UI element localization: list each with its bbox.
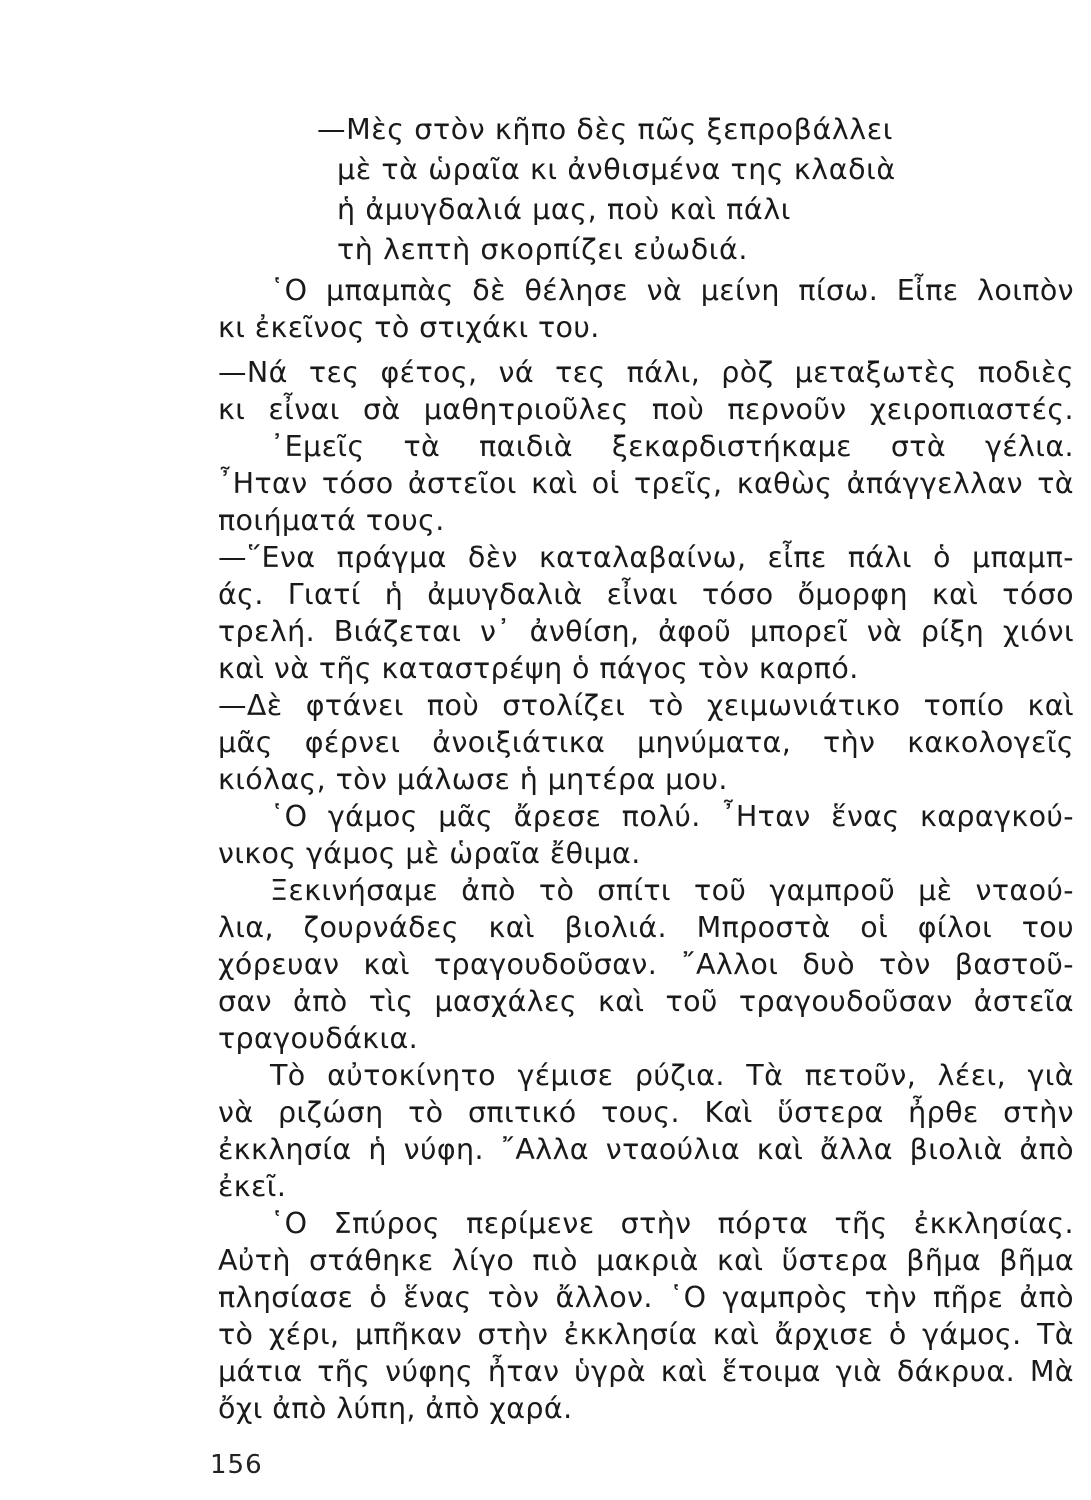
text-line: ᾿Εμεῖς τὰ παιδιὰ ξεκαρδιστήκαμε στὰ γέλια.	[270, 430, 1074, 463]
text-line: Αὐτὴ στάθηκε λίγο πιὸ μακριὰ καὶ ὕστερα βῆμα βῆμα	[218, 1244, 1074, 1277]
text-line: καὶ νὰ τῆς καταστρέψη ὁ πάγος τὸν καρπό.	[218, 652, 859, 685]
page-number: 156	[210, 1450, 263, 1480]
text-line: Ξεκινήσαμε ἀπὸ τὸ σπίτι τοῦ γαμπροῦ μὲ νταού-	[270, 874, 1074, 907]
text-line: κι εἶναι σὰ μαθητριοῦλες ποὺ περνοῦν χειροπιαστές.	[218, 393, 1074, 426]
text-line: ἐκεῖ.	[218, 1170, 287, 1203]
text-line: μᾶς φέρνει ἀνοιξιάτικα μηνύματα, τὴν κακολογεῖς	[218, 726, 1074, 759]
text-line: κι ἐκεῖνος τὸ στιχάκι του.	[218, 311, 600, 344]
poem-stanza	[317, 110, 1057, 270]
text-line: —῞Ενα πράγμα δὲν καταλαβαίνω, εἶπε πάλι ὁ μπαμπ-	[218, 541, 1074, 574]
text-line: νικος γάμος μὲ ὡραῖα ἔθιμα.	[218, 837, 641, 870]
text-line: ῏Ηταν τόσο ἀστεῖοι καὶ οἱ τρεῖς, καθὼς ἀπάγγελλαν τὰ	[218, 467, 1074, 500]
text-line: κιόλας, τὸν μάλωσε ἡ μητέρα μου.	[218, 763, 728, 796]
poem-line: μὲ τὰ ὡραῖα κι ἀνθισμένα της κλαδιὰ	[337, 153, 896, 186]
body-text	[218, 272, 1074, 1427]
poem-line: τὴ λεπτὴ σκορπίζει εὐωδιά.	[337, 233, 749, 266]
text-line: —Νά τες φέτος, νά τες πάλι, ρὸζ μεταξωτὲς ποδιὲς	[218, 356, 1074, 389]
poem-line: —Μὲς στὸν κῆπο δὲς πῶς ξεπροβάλλει	[317, 113, 894, 146]
text-line: άς. Γιατί ἡ ἀμυγδαλιὰ εἶναι τόσο ὄμορφη καὶ τόσο	[218, 578, 1074, 611]
text-line: πλησίασε ὁ ἕνας τὸν ἄλλον. ῾Ο γαμπρὸς τὴν πῆρε ἀπὸ	[218, 1281, 1074, 1314]
poem-line: ἡ ἀμυγδαλιά μας, ποὺ καὶ πάλι	[337, 193, 792, 226]
text-line: Τὸ αὐτοκίνητο γέμισε ρύζια. Τὰ πετοῦν, λέει, γιὰ	[270, 1059, 1074, 1092]
text-line: νὰ ριζώση τὸ σπιτικό τους. Καὶ ὕστερα ἦρθε στὴν	[218, 1096, 1074, 1129]
text-line: τρελή. Βιάζεται ν᾿ ἀνθίση, ἀφοῦ μπορεῖ νὰ ρίξη χιόνι	[218, 615, 1074, 648]
text-line: τραγουδάκια.	[218, 1022, 419, 1055]
text-line: ῾Ο γάμος μᾶς ἄρεσε πολύ. ῏Ηταν ἕνας καραγκού-	[270, 800, 1074, 833]
text-line: ῾Ο Σπύρος περίμενε στὴν πόρτα τῆς ἐκκλησίας.	[270, 1207, 1074, 1240]
text-line: χόρευαν καὶ τραγουδοῦσαν. ῎Αλλοι δυὸ τὸν βαστοῦ-	[218, 948, 1074, 981]
text-line: ῾Ο μπαμπὰς δὲ θέλησε νὰ μείνη πίσω. Εἶπε λοιπὸν	[270, 274, 1074, 307]
text-line: ὄχι ἀπὸ λύπη, ἀπὸ χαρά.	[218, 1392, 573, 1425]
paragraph-gap	[218, 346, 1074, 354]
text-line: λια, ζουρνάδες καὶ βιολιά. Μπροστὰ οἱ φίλοι του	[218, 911, 1074, 944]
text-line: σαν ἀπὸ τὶς μασχάλες καὶ τοῦ τραγουδοῦσαν ἀστεῖα	[218, 985, 1074, 1018]
text-line: ἐκκλησία ἡ νύφη. ῎Αλλα νταούλια καὶ ἄλλα βιολιὰ ἀπὸ	[218, 1133, 1074, 1166]
text-line: μάτια τῆς νύφης ἦταν ὑγρὰ καὶ ἕτοιμα γιὰ δάκρυα. Μὰ	[218, 1355, 1074, 1388]
text-line: —Δὲ φτάνει ποὺ στολίζει τὸ χειμωνιάτικο τοπίο καὶ	[218, 689, 1074, 722]
text-line: ποιήματά τους.	[218, 504, 445, 537]
text-line: τὸ χέρι, μπῆκαν στὴν ἐκκλησία καὶ ἄρχισε ὁ γάμος. Τὰ	[218, 1318, 1074, 1351]
